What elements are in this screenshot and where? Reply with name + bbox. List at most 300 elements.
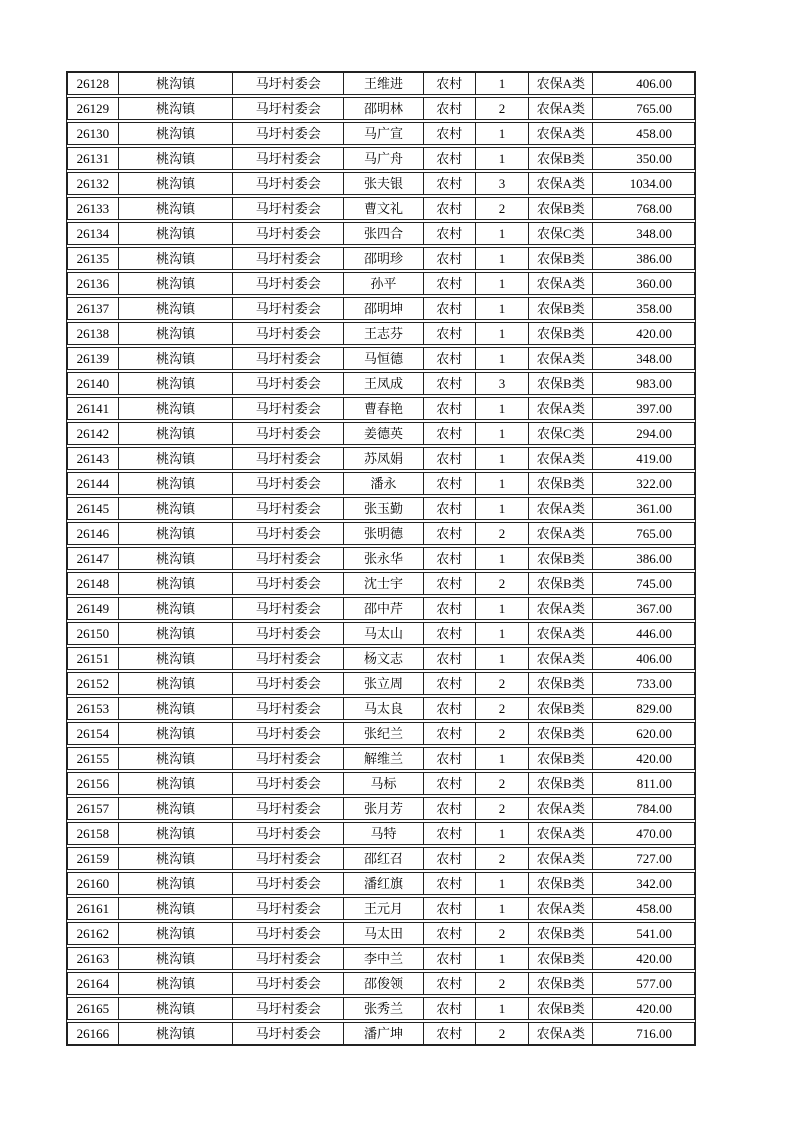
- cell-person-name: 张纪兰: [344, 723, 424, 744]
- cell-person-name: 潘广坤: [344, 1023, 424, 1044]
- cell-person-count: 1: [476, 823, 530, 844]
- cell-person-name: 马太山: [344, 623, 424, 644]
- cell-person-name: 沈士宇: [344, 573, 424, 594]
- cell-serial-no: 26137: [68, 298, 119, 319]
- cell-village-committee: 马圩村委会: [233, 473, 344, 494]
- cell-person-name: 邵中芹: [344, 598, 424, 619]
- table-row: [67, 322, 695, 345]
- cell-town: 桃沟镇: [119, 673, 234, 694]
- cell-village-committee: 马圩村委会: [233, 98, 344, 119]
- cell-amount: 829.00: [636, 701, 672, 716]
- cell-village-committee: 马圩村委会: [233, 123, 344, 144]
- cell-town: 桃沟镇: [119, 473, 234, 494]
- cell-serial-no: 26146: [68, 523, 119, 544]
- cell-insurance-class: 农保C类: [529, 423, 593, 444]
- cell-insurance-class: 农保B类: [529, 473, 593, 494]
- cell-person-name: 马广宣: [344, 123, 424, 144]
- cell-serial-no: 26139: [68, 348, 119, 369]
- cell-village-committee: 马圩村委会: [233, 673, 344, 694]
- table-row: [67, 822, 695, 845]
- cell-person-name: 张玉勤: [344, 498, 424, 519]
- cell-household-type: 农村: [424, 248, 476, 269]
- cell-household-type: 农村: [424, 573, 476, 594]
- table-row: [67, 747, 695, 770]
- cell-household-type: 农村: [424, 823, 476, 844]
- cell-town: 桃沟镇: [119, 273, 234, 294]
- cell-person-name: 李中兰: [344, 948, 424, 969]
- cell-insurance-class: 农保A类: [529, 1023, 593, 1044]
- cell-household-type: 农村: [424, 798, 476, 819]
- cell-serial-no: 26163: [68, 948, 119, 969]
- cell-person-name: 张四合: [344, 223, 424, 244]
- cell-household-type: 农村: [424, 898, 476, 919]
- cell-person-count: 1: [476, 123, 530, 144]
- cell-person-count: 1: [476, 448, 530, 469]
- table-row: [67, 772, 695, 795]
- table-row: [67, 972, 695, 995]
- cell-person-count: 2: [476, 798, 530, 819]
- table-row: [67, 172, 695, 195]
- cell-serial-no: 26166: [68, 1023, 119, 1044]
- cell-serial-no: 26157: [68, 798, 119, 819]
- cell-town: 桃沟镇: [119, 848, 234, 869]
- cell-serial-no: 26129: [68, 98, 119, 119]
- cell-serial-no: 26135: [68, 248, 119, 269]
- table-row: [67, 347, 695, 370]
- table-row: [67, 722, 695, 745]
- cell-household-type: 农村: [424, 498, 476, 519]
- cell-village-committee: 马圩村委会: [233, 73, 344, 94]
- cell-village-committee: 马圩村委会: [233, 723, 344, 744]
- cell-village-committee: 马圩村委会: [233, 873, 344, 894]
- cell-person-name: 邵明坤: [344, 298, 424, 319]
- cell-amount: 419.00: [636, 451, 672, 466]
- cell-household-type: 农村: [424, 948, 476, 969]
- cell-serial-no: 26131: [68, 148, 119, 169]
- cell-village-committee: 马圩村委会: [233, 323, 344, 344]
- cell-insurance-class: 农保A类: [529, 798, 593, 819]
- cell-amount: 406.00: [636, 76, 672, 91]
- cell-town: 桃沟镇: [119, 998, 234, 1019]
- cell-person-count: 1: [476, 948, 530, 969]
- table-row: [67, 872, 695, 895]
- cell-insurance-class: 农保A类: [529, 398, 593, 419]
- table-row: [67, 697, 695, 720]
- cell-household-type: 农村: [424, 848, 476, 869]
- cell-village-committee: 马圩村委会: [233, 748, 344, 769]
- cell-amount: 983.00: [636, 376, 672, 391]
- cell-town: 桃沟镇: [119, 748, 234, 769]
- cell-village-committee: 马圩村委会: [233, 298, 344, 319]
- cell-town: 桃沟镇: [119, 598, 234, 619]
- cell-amount: 1034.00: [629, 176, 672, 191]
- cell-amount: 727.00: [636, 851, 672, 866]
- cell-person-name: 邵红召: [344, 848, 424, 869]
- cell-serial-no: 26156: [68, 773, 119, 794]
- cell-person-name: 马太田: [344, 923, 424, 944]
- cell-insurance-class: 农保B类: [529, 923, 593, 944]
- cell-insurance-class: 农保A类: [529, 173, 593, 194]
- cell-town: 桃沟镇: [119, 873, 234, 894]
- cell-town: 桃沟镇: [119, 173, 234, 194]
- cell-household-type: 农村: [424, 748, 476, 769]
- cell-amount: 620.00: [636, 726, 672, 741]
- cell-person-name: 张明德: [344, 523, 424, 544]
- cell-serial-no: 26134: [68, 223, 119, 244]
- cell-serial-no: 26128: [68, 73, 119, 94]
- cell-person-count: 2: [476, 673, 530, 694]
- cell-serial-no: 26138: [68, 323, 119, 344]
- cell-village-committee: 马圩村委会: [233, 273, 344, 294]
- cell-person-count: 2: [476, 198, 530, 219]
- cell-village-committee: 马圩村委会: [233, 923, 344, 944]
- cell-person-count: 1: [476, 273, 530, 294]
- cell-insurance-class: 农保A类: [529, 498, 593, 519]
- cell-village-committee: 马圩村委会: [233, 623, 344, 644]
- cell-household-type: 农村: [424, 998, 476, 1019]
- records-table: [66, 71, 696, 1046]
- cell-serial-no: 26159: [68, 848, 119, 869]
- cell-village-committee: 马圩村委会: [233, 823, 344, 844]
- cell-person-count: 2: [476, 573, 530, 594]
- cell-town: 桃沟镇: [119, 698, 234, 719]
- cell-amount: 745.00: [636, 576, 672, 591]
- cell-household-type: 农村: [424, 973, 476, 994]
- cell-amount: 577.00: [636, 976, 672, 991]
- cell-household-type: 农村: [424, 98, 476, 119]
- cell-amount: 765.00: [636, 101, 672, 116]
- cell-person-count: 1: [476, 223, 530, 244]
- table-row: [67, 72, 695, 95]
- cell-village-committee: 马圩村委会: [233, 948, 344, 969]
- cell-serial-no: 26140: [68, 373, 119, 394]
- cell-serial-no: 26162: [68, 923, 119, 944]
- cell-village-committee: 马圩村委会: [233, 573, 344, 594]
- cell-household-type: 农村: [424, 673, 476, 694]
- cell-town: 桃沟镇: [119, 448, 234, 469]
- cell-household-type: 农村: [424, 148, 476, 169]
- cell-insurance-class: 农保B类: [529, 773, 593, 794]
- cell-town: 桃沟镇: [119, 948, 234, 969]
- cell-household-type: 农村: [424, 73, 476, 94]
- cell-amount: 716.00: [636, 1026, 672, 1041]
- cell-amount: 420.00: [636, 326, 672, 341]
- table-row: [67, 97, 695, 120]
- cell-town: 桃沟镇: [119, 198, 234, 219]
- cell-village-committee: 马圩村委会: [233, 498, 344, 519]
- table-row: [67, 522, 695, 545]
- cell-insurance-class: 农保A类: [529, 598, 593, 619]
- cell-household-type: 农村: [424, 173, 476, 194]
- cell-person-count: 2: [476, 523, 530, 544]
- cell-serial-no: 26148: [68, 573, 119, 594]
- cell-person-count: 1: [476, 873, 530, 894]
- cell-serial-no: 26152: [68, 673, 119, 694]
- cell-insurance-class: 农保B类: [529, 948, 593, 969]
- cell-household-type: 农村: [424, 198, 476, 219]
- cell-serial-no: 26149: [68, 598, 119, 619]
- cell-household-type: 农村: [424, 123, 476, 144]
- cell-person-name: 邵明林: [344, 98, 424, 119]
- cell-person-name: 潘红旗: [344, 873, 424, 894]
- cell-person-name: 王维进: [344, 73, 424, 94]
- table-row: [67, 497, 695, 520]
- cell-town: 桃沟镇: [119, 823, 234, 844]
- cell-amount: 406.00: [636, 651, 672, 666]
- cell-insurance-class: 农保B类: [529, 973, 593, 994]
- cell-village-committee: 马圩村委会: [233, 348, 344, 369]
- cell-amount: 348.00: [636, 226, 672, 241]
- cell-serial-no: 26136: [68, 273, 119, 294]
- cell-person-name: 邵俊领: [344, 973, 424, 994]
- cell-person-name: 姜德英: [344, 423, 424, 444]
- cell-village-committee: 马圩村委会: [233, 198, 344, 219]
- cell-insurance-class: 农保B类: [529, 298, 593, 319]
- cell-serial-no: 26161: [68, 898, 119, 919]
- cell-town: 桃沟镇: [119, 773, 234, 794]
- cell-person-name: 曹春艳: [344, 398, 424, 419]
- table-row: [67, 547, 695, 570]
- cell-person-name: 马标: [344, 773, 424, 794]
- cell-town: 桃沟镇: [119, 373, 234, 394]
- cell-person-name: 马特: [344, 823, 424, 844]
- table-row: [67, 122, 695, 145]
- table-row: [67, 797, 695, 820]
- cell-household-type: 农村: [424, 598, 476, 619]
- cell-town: 桃沟镇: [119, 923, 234, 944]
- cell-person-count: 1: [476, 323, 530, 344]
- table-row: [67, 997, 695, 1020]
- cell-person-name: 张夫银: [344, 173, 424, 194]
- cell-person-count: 2: [476, 848, 530, 869]
- cell-village-committee: 马圩村委会: [233, 1023, 344, 1044]
- cell-person-count: 1: [476, 548, 530, 569]
- cell-insurance-class: 农保A类: [529, 123, 593, 144]
- cell-household-type: 农村: [424, 373, 476, 394]
- cell-household-type: 农村: [424, 423, 476, 444]
- cell-person-count: 2: [476, 723, 530, 744]
- cell-town: 桃沟镇: [119, 623, 234, 644]
- cell-town: 桃沟镇: [119, 498, 234, 519]
- cell-household-type: 农村: [424, 473, 476, 494]
- cell-household-type: 农村: [424, 698, 476, 719]
- table-row: [67, 372, 695, 395]
- cell-person-count: 1: [476, 623, 530, 644]
- cell-serial-no: 26141: [68, 398, 119, 419]
- cell-amount: 361.00: [636, 501, 672, 516]
- cell-village-committee: 马圩村委会: [233, 398, 344, 419]
- cell-amount: 350.00: [636, 151, 672, 166]
- cell-town: 桃沟镇: [119, 548, 234, 569]
- cell-village-committee: 马圩村委会: [233, 798, 344, 819]
- table-row: [67, 222, 695, 245]
- table-row: [67, 847, 695, 870]
- cell-village-committee: 马圩村委会: [233, 698, 344, 719]
- cell-amount: 358.00: [636, 301, 672, 316]
- cell-person-count: 1: [476, 898, 530, 919]
- cell-person-name: 潘永: [344, 473, 424, 494]
- cell-insurance-class: 农保B类: [529, 548, 593, 569]
- cell-insurance-class: 农保B类: [529, 998, 593, 1019]
- cell-insurance-class: 农保B类: [529, 373, 593, 394]
- cell-village-committee: 马圩村委会: [233, 773, 344, 794]
- cell-insurance-class: 农保A类: [529, 348, 593, 369]
- cell-person-count: 1: [476, 248, 530, 269]
- cell-town: 桃沟镇: [119, 723, 234, 744]
- cell-amount: 386.00: [636, 251, 672, 266]
- table-row: [67, 272, 695, 295]
- cell-household-type: 农村: [424, 323, 476, 344]
- cell-serial-no: 26145: [68, 498, 119, 519]
- cell-person-count: 2: [476, 973, 530, 994]
- table-row: [67, 622, 695, 645]
- cell-insurance-class: 农保B类: [529, 748, 593, 769]
- cell-insurance-class: 农保A类: [529, 448, 593, 469]
- cell-amount: 367.00: [636, 601, 672, 616]
- cell-insurance-class: 农保A类: [529, 623, 593, 644]
- cell-insurance-class: 农保B类: [529, 248, 593, 269]
- table-row: [67, 397, 695, 420]
- table-row: [67, 297, 695, 320]
- table-row: [67, 197, 695, 220]
- cell-village-committee: 马圩村委会: [233, 848, 344, 869]
- cell-insurance-class: 农保A类: [529, 98, 593, 119]
- cell-village-committee: 马圩村委会: [233, 998, 344, 1019]
- cell-town: 桃沟镇: [119, 73, 234, 94]
- cell-amount: 541.00: [636, 926, 672, 941]
- cell-amount: 420.00: [636, 751, 672, 766]
- cell-serial-no: 26164: [68, 973, 119, 994]
- cell-household-type: 农村: [424, 523, 476, 544]
- cell-amount: 470.00: [636, 826, 672, 841]
- cell-town: 桃沟镇: [119, 648, 234, 669]
- cell-household-type: 农村: [424, 773, 476, 794]
- cell-person-name: 王元月: [344, 898, 424, 919]
- cell-person-count: 1: [476, 473, 530, 494]
- cell-household-type: 农村: [424, 873, 476, 894]
- cell-serial-no: 26154: [68, 723, 119, 744]
- cell-village-committee: 马圩村委会: [233, 523, 344, 544]
- cell-serial-no: 26165: [68, 998, 119, 1019]
- cell-person-name: 马太良: [344, 698, 424, 719]
- table-row: [67, 147, 695, 170]
- cell-person-count: 1: [476, 748, 530, 769]
- cell-serial-no: 26147: [68, 548, 119, 569]
- cell-insurance-class: 农保A类: [529, 273, 593, 294]
- table-row: [67, 447, 695, 470]
- cell-village-committee: 马圩村委会: [233, 898, 344, 919]
- cell-town: 桃沟镇: [119, 248, 234, 269]
- table-row: [67, 947, 695, 970]
- cell-person-name: 张立周: [344, 673, 424, 694]
- cell-person-name: 苏凤娟: [344, 448, 424, 469]
- cell-serial-no: 26151: [68, 648, 119, 669]
- cell-household-type: 农村: [424, 923, 476, 944]
- cell-village-committee: 马圩村委会: [233, 548, 344, 569]
- cell-serial-no: 26130: [68, 123, 119, 144]
- cell-person-count: 1: [476, 348, 530, 369]
- cell-person-count: 1: [476, 423, 530, 444]
- cell-household-type: 农村: [424, 348, 476, 369]
- cell-person-count: 3: [476, 373, 530, 394]
- cell-insurance-class: 农保A类: [529, 823, 593, 844]
- cell-person-count: 1: [476, 398, 530, 419]
- cell-household-type: 农村: [424, 648, 476, 669]
- table-row: [67, 572, 695, 595]
- cell-insurance-class: 农保B类: [529, 573, 593, 594]
- cell-insurance-class: 农保A类: [529, 523, 593, 544]
- cell-amount: 733.00: [636, 676, 672, 691]
- cell-person-count: 2: [476, 773, 530, 794]
- cell-person-name: 邵明珍: [344, 248, 424, 269]
- cell-insurance-class: 农保A类: [529, 73, 593, 94]
- cell-insurance-class: 农保B类: [529, 673, 593, 694]
- cell-amount: 420.00: [636, 951, 672, 966]
- cell-insurance-class: 农保B类: [529, 323, 593, 344]
- table-row: [67, 597, 695, 620]
- cell-amount: 294.00: [636, 426, 672, 441]
- cell-person-count: 1: [476, 498, 530, 519]
- cell-serial-no: 26143: [68, 448, 119, 469]
- cell-person-name: 王志芬: [344, 323, 424, 344]
- cell-amount: 420.00: [636, 1001, 672, 1016]
- cell-village-committee: 马圩村委会: [233, 598, 344, 619]
- cell-town: 桃沟镇: [119, 423, 234, 444]
- cell-person-count: 2: [476, 923, 530, 944]
- cell-person-name: 张月芳: [344, 798, 424, 819]
- cell-person-count: 1: [476, 648, 530, 669]
- cell-person-name: 解维兰: [344, 748, 424, 769]
- cell-amount: 397.00: [636, 401, 672, 416]
- cell-amount: 784.00: [636, 801, 672, 816]
- table-row: [67, 422, 695, 445]
- table-row: [67, 647, 695, 670]
- cell-household-type: 农村: [424, 548, 476, 569]
- cell-town: 桃沟镇: [119, 898, 234, 919]
- cell-amount: 360.00: [636, 276, 672, 291]
- cell-household-type: 农村: [424, 448, 476, 469]
- cell-insurance-class: 农保B类: [529, 148, 593, 169]
- cell-person-count: 1: [476, 298, 530, 319]
- cell-village-committee: 马圩村委会: [233, 173, 344, 194]
- cell-person-count: 1: [476, 73, 530, 94]
- cell-insurance-class: 农保A类: [529, 898, 593, 919]
- cell-person-name: 孙平: [344, 273, 424, 294]
- cell-town: 桃沟镇: [119, 973, 234, 994]
- cell-insurance-class: 农保B类: [529, 873, 593, 894]
- cell-amount: 446.00: [636, 626, 672, 641]
- cell-serial-no: 26155: [68, 748, 119, 769]
- cell-serial-no: 26133: [68, 198, 119, 219]
- cell-person-name: 张永华: [344, 548, 424, 569]
- cell-insurance-class: 农保B类: [529, 698, 593, 719]
- cell-village-committee: 马圩村委会: [233, 223, 344, 244]
- cell-town: 桃沟镇: [119, 323, 234, 344]
- table-row: [67, 672, 695, 695]
- table-row: [67, 897, 695, 920]
- cell-amount: 342.00: [636, 876, 672, 891]
- cell-insurance-class: 农保C类: [529, 223, 593, 244]
- cell-person-name: 曹文礼: [344, 198, 424, 219]
- cell-household-type: 农村: [424, 298, 476, 319]
- cell-village-committee: 马圩村委会: [233, 423, 344, 444]
- cell-town: 桃沟镇: [119, 523, 234, 544]
- cell-serial-no: 26160: [68, 873, 119, 894]
- table-row: [67, 472, 695, 495]
- cell-village-committee: 马圩村委会: [233, 973, 344, 994]
- cell-amount: 768.00: [636, 201, 672, 216]
- cell-town: 桃沟镇: [119, 98, 234, 119]
